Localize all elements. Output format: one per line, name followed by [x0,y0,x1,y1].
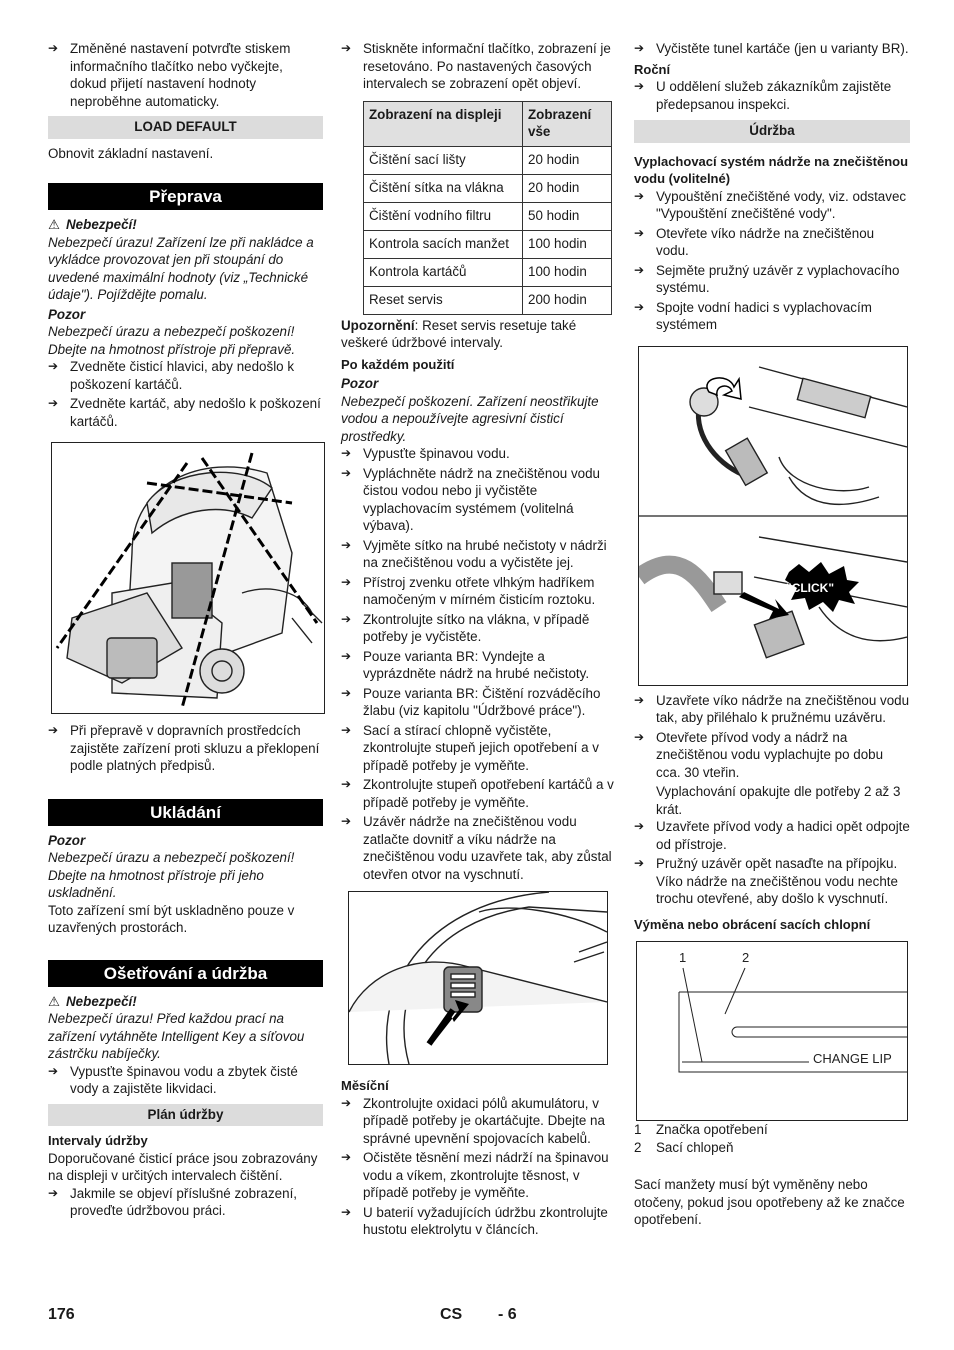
step: ➔ U oddělení služeb zákazníkům zajistěte předepsanou inspekci. [634,78,910,113]
tank-lid-illustration [349,892,607,1064]
step: ➔ U baterií vyžadujících údržbu zkontrolujte hustotu elektrolytu v článcích. [341,1204,615,1239]
heading-replace-lips: Výměna nebo obrácení sacích chlopní [634,916,871,932]
danger-label-1: ⚠ Nebezpečí! [48,217,137,232]
step: ➔ Spojte vodní hadici s vyplachovacím systémem [634,299,910,334]
step: ➔ Uzávěr nádrže na znečištěnou vodu zatlačte dovnitř a víku nádrže na znečištěnou vodu uzavřete tak, aby zůstal otevřen otvor na vyschnutí. [341,813,615,883]
step: ➔ Zkontrolujte stupeň opotřebení kartáčů a v případě potřeby je vyměňte. [341,776,615,811]
lip-replacement-text: Sací manžety musí být vyměněny nebo otočeny, pokud jsou opotřebeny až ke značce opotřebení. [634,1177,905,1227]
step: ➔ Očistěte těsnění mezi nádrží na špinavou vodu a víkem, zkontrolujte těsnost, v případě potřeby je vyměňte. [341,1149,615,1202]
intervals-text: Doporučované čisticí práce jsou zobrazovány na displeji v určitých intervalech čištění. [48,1150,318,1183]
step-raise-brush: ➔ Zvedněte kartáč, aby nedošlo k poškození kartáčů. [48,395,323,430]
table-cell: Reset servis [364,286,523,314]
table-cell: Kontrola kartáčů [364,258,523,286]
heading-flush-system: Vyplachovací systém nádrže na znečištěnou vodu (volitelné) [634,153,909,186]
step: ➔ Pouze varianta BR: Čištění rozváděcího žlabu (viz kapitolu "Údržbové práce"). [341,685,615,720]
step: ➔ Sejměte pružný uzávěr z vyplachovacího systému. [634,262,910,297]
warning-triangle-icon: ⚠ [48,993,61,1009]
table-cell: 20 hodin [523,174,612,202]
caution-text-2: Nebezpečí úrazu a nebezpečí poškození! Dbejte na hmotnost přístroje při jeho uskladnění. [48,850,295,900]
table-cell: 100 hodin [523,258,612,286]
column-right [634,40,910,1229]
step-note: Vyplachování opakujte dle potřeby 2 až 3 krát. [656,784,901,817]
step-do-maintenance: ➔ Jakmile se objeví příslušné zobrazení, proveďte údržbovou práci. [48,1185,323,1220]
legend-item: 1 Značka opotřebení [634,1122,768,1137]
table-cell: Čištění sací lišty [364,146,523,174]
caution-text-1: Nebezpečí úrazu a nebezpečí poškození! Dbejte na hmotnost přístroje při přepravě. [48,324,296,357]
table-cell: Čištění sítka na vlákna [364,174,523,202]
table-cell: 200 hodin [523,286,612,314]
table-header: Zobrazení vše [523,101,612,146]
flush-hose-illustration [639,347,907,685]
step: ➔ Vyjměte sítko na hrubé nečistoty v nádrži na znečištěnou vodu a vyčistěte jej. [341,537,615,572]
sub-page-number: - 6 [498,1306,517,1323]
heading-po-kazdem: Po každém použití [341,356,455,372]
caution-text: Nebezpečí poškození. Zařízení neostřikujte vodou a nepoužívejte agresivní čisticí prostředky. [341,393,599,444]
step-confirm-setting: ➔ Změněné nastavení potvrďte stiskem informačního tlačítko nebo vyčkejte, dokud přijetí nastavení hodnoty neproběhne automaticky. [48,40,323,110]
step: ➔ Otevřete přívod vody a nádrž na znečištěnou vodu vyplachujte po dobu cca. 30 vteřin. [634,729,910,782]
figure-callout-1: 1 [679,950,687,965]
table-cell: 50 hodin [523,202,612,230]
figure-flush-hose [638,346,908,686]
page-number: 176 [48,1306,75,1323]
figure-tank-lid [348,891,608,1065]
heading-intervaly: Intervaly údržby [48,1133,148,1148]
transport-machine-illustration [52,443,324,713]
table-cell: Čištění vodního filtru [364,202,523,230]
step-drain-water: ➔ Vypusťte špinavou vodu a zbytek čisté vody a zajistěte likvidaci. [48,1063,323,1098]
heading-udrzba: Údržba [634,120,910,143]
step: ➔ Vyčistěte tunel kartáče (jen u varianty BR). [634,40,910,58]
table-row [364,146,612,174]
figure-transport-straps [51,442,325,714]
storage-text: Toto zařízení smí být uskladněno pouze v uzavřených prostorách. [48,902,295,935]
danger-text-1: Nebezpečí úrazu! Zařízení lze při nakládce a vykládce provozovat jen při stoupání do uvedené maximální hodnoty (viz „Technické údaje"). Pojíždějte pomalu. [48,234,314,302]
heading-ukladani: Ukládání [48,799,323,826]
table-row [364,174,612,202]
heading-preprava: Přeprava [48,183,323,210]
step: ➔ Uzavřete víko nádrže na znečištěnou vodu tak, aby přiléhalo k pružnému uzávěru. [634,692,910,727]
table-cell: 20 hodin [523,146,612,174]
danger-label-2: ⚠ Nebezpečí! [48,993,137,1009]
caution-label: Pozor [341,376,379,391]
danger-text-2: Nebezpečí úrazu! Před každou prací na zařízení vytáhněte Intelligent Key a síťovou zástrčku nabíječky. [48,1011,305,1061]
warning-triangle-icon: ⚠ [48,217,61,232]
column-left [48,40,323,1222]
step: ➔ Vypusťte špinavou vodu. [341,445,615,463]
heading-load-default: LOAD DEFAULT [48,116,323,139]
step-press-info: ➔ Stiskněte informační tlačítko, zobrazení je resetováno. Po nastavených časových intervalech se zobrazení opět objeví. [341,40,615,93]
heading-rocni: Roční [634,61,671,77]
step: ➔ Vypláchněte nádrž na znečištěnou vodu čistou vodou nebo ji vyčistěte vyplachovacím systémem (volitelná výbava). [341,465,615,535]
step: ➔ Pružný uzávěr opět nasaďte na přípojku. Víko nádrže na znečištěnou vodu nechte trochu otevřené, aby došlo k vyschnutí. [634,855,910,908]
step: ➔ Sací a stírací chlopně vyčistěte, zkontrolujte stupeň jejich opotřebení a v případě potřeby je vyměňte. [341,722,615,775]
caution-label-1: Pozor [48,306,86,322]
page-footer [48,1306,910,1328]
table-row [364,230,612,258]
step-raise-head: ➔ Zvedněte čisticí hlavici, aby nedošlo k poškození kartáčů. [48,358,323,393]
heading-mesicni: Měsíční [341,1078,389,1093]
text-restore-defaults: Obnovit základní nastavení. [48,145,214,161]
language-code: CS [440,1306,463,1323]
table-header: Zobrazení na displeji [364,101,523,146]
table-cell: 100 hodin [523,230,612,258]
caution-label-2: Pozor [48,832,86,848]
heading-osetrovani: Ošetřování a údržba [48,960,323,987]
table-row [364,202,612,230]
change-lip-label: CHANGE LIP [813,1051,892,1066]
column-middle [341,40,615,1241]
note-reset: Upozornění: Reset servis resetuje také veškeré údržbové intervaly. [341,317,577,350]
heading-plan-udrzby: Plán údržby [48,1104,323,1127]
table-row [364,286,612,314]
table-header-row [364,101,612,146]
table-row [364,258,612,286]
maintenance-table [363,101,612,315]
step: ➔ Uzavřete přívod vody a hadici opět odpojte od přístroje. [634,818,910,853]
step: ➔ Zkontrolujte sítko na vlákna, v případě potřeby je vyčistěte. [341,611,615,646]
step: ➔ Zkontrolujte oxidaci pólů akumulátoru, v případě potřeby je okartáčujte. Dbejte na správné upevnění spojovacích kabelů. [341,1095,615,1148]
click-label: "CLICK" [786,580,835,595]
step-secure-transport: ➔ Při přepravě v dopravních prostředcích zajistěte zařízení proti skluzu a překlopení podle platných předpisů. [48,722,323,775]
step: ➔ Přístroj zvenku otřete vlhkým hadříkem namočeným v mírném čisticím roztoku. [341,574,615,609]
table-cell: Kontrola sacích manžet [364,230,523,258]
step: ➔ Vypouštění znečištěné vody, viz. odstavec "Vypouštění znečištěné vody". [634,188,910,223]
legend-item: 2 Sací chlopeň [634,1139,734,1155]
figure-change-lip [636,941,908,1121]
legend [634,1121,910,1156]
figure-callout-2: 2 [742,950,750,965]
step: ➔ Pouze varianta BR: Vyndejte a vyprázdněte nádrž na hrubé nečistoty. [341,648,615,683]
change-lip-illustration [637,942,907,1120]
step: ➔ Otevřete víko nádrže na znečištěnou vodu. [634,225,910,260]
